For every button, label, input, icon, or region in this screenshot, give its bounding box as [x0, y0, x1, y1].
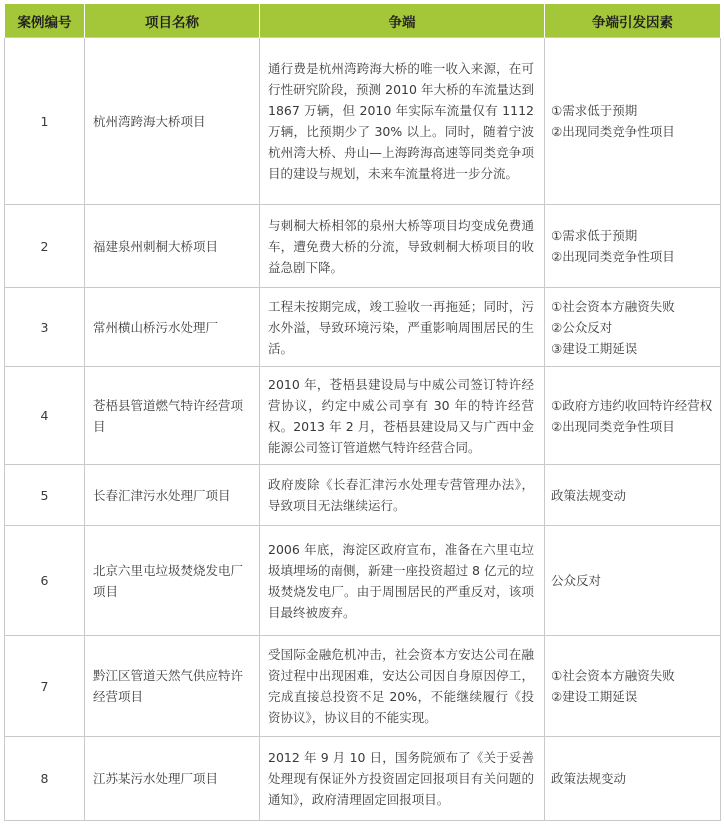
factor-item: ③建设工期延误 [551, 340, 638, 356]
factor-item: ①政府方违约收回特许经营权 [551, 397, 713, 413]
dispute-text: 2010 年，苍梧县建设局与中威公司签订特许经营协议，约定中威公司享有 30 年的特许经营权。2013 年 2 月，苍梧县建设局又与广西中金能源公司签订管道燃气特许经营合同。 [260, 367, 545, 465]
dispute-table [4, 4, 721, 821]
dispute-text: 工程未按期完成，竣工验收一再拖延；同时，污水外溢，导致环境污染，严重影响周围居民的生活。 [260, 288, 545, 367]
case-id: 3 [5, 288, 85, 367]
table-row [5, 38, 721, 205]
case-id: 1 [5, 38, 85, 205]
table-row [5, 737, 721, 821]
factor-item: ②建设工期延误 [551, 689, 638, 704]
case-id: 6 [5, 526, 85, 636]
factor-item: 政策法规变动 [551, 771, 627, 786]
factors-cell [545, 465, 721, 526]
case-id: 4 [5, 367, 85, 465]
case-id: 2 [5, 205, 85, 288]
project-name: 长春汇津污水处理厂项目 [85, 465, 260, 526]
table-body [5, 38, 721, 821]
project-name: 江苏某污水处理厂项目 [85, 737, 260, 821]
factors-cell [545, 737, 721, 821]
project-name: 杭州湾跨海大桥项目 [85, 38, 260, 205]
factors-cell [545, 367, 721, 465]
table-row [5, 526, 721, 636]
table-row [5, 465, 721, 526]
factors-cell [545, 288, 721, 367]
case-id: 7 [5, 636, 85, 737]
factor-item: ①需求低于预期 [551, 103, 638, 118]
factors-cell [545, 205, 721, 288]
table-row [5, 367, 721, 465]
case-id: 8 [5, 737, 85, 821]
factor-item: 政策法规变动 [551, 487, 627, 503]
header-row [5, 4, 721, 38]
header-dispute: 争端 [260, 4, 545, 38]
header-factors: 争端引发因素 [545, 4, 721, 38]
factor-item: ①社会资本方融资失败 [551, 668, 675, 683]
table-row [5, 288, 721, 367]
dispute-text: 2006 年底，海淀区政府宣布，准备在六里屯垃圾填埋场的南侧，新建一座投资超过 8 亿元的垃圾焚烧发电厂。由于周围居民的严重反对，该项目最终被废弃。 [260, 526, 545, 636]
dispute-text: 通行费是杭州湾跨海大桥的唯一收入来源，在可行性研究阶段，预测 2010 年大桥的车流量达到 1867 万辆，但 2010 年实际车流量仅有 1112 万辆，比预期少了 30% 以上。同时，随着宁波杭州湾大桥、舟山—上海跨海高速等同类竞争项目的建设与规划，未来车流量将进一步分流。 [260, 38, 545, 205]
factor-item: ①社会资本方融资失败 [551, 298, 675, 314]
project-name: 常州横山桥污水处理厂 [85, 288, 260, 367]
header-project-name: 项目名称 [85, 4, 260, 38]
header-case-id: 案例编号 [5, 4, 85, 38]
factor-item: ②公众反对 [551, 319, 613, 335]
project-name: 北京六里屯垃圾焚烧发电厂项目 [85, 526, 260, 636]
factor-item: ①需求低于预期 [551, 228, 638, 243]
table-row [5, 636, 721, 737]
table-row [5, 205, 721, 288]
dispute-text: 政府废除《长春汇津污水处理专营管理办法》，导致项目无法继续运行。 [260, 465, 545, 526]
dispute-text: 与刺桐大桥相邻的泉州大桥等项目均变成免费通车，遭免费大桥的分流，导致刺桐大桥项目的收益急剧下降。 [260, 205, 545, 288]
case-id: 5 [5, 465, 85, 526]
dispute-text: 2012 年 9 月 10 日，国务院颁布了《关于妥善处理现有保证外方投资固定回报项目有关问题的通知》，政府清理固定回报项目。 [260, 737, 545, 821]
factor-item: ②出现同类竞争性项目 [551, 124, 675, 139]
project-name: 苍梧县管道燃气特许经营项目 [85, 367, 260, 465]
project-name: 福建泉州刺桐大桥项目 [85, 205, 260, 288]
table-header [5, 4, 721, 38]
dispute-text: 受国际金融危机冲击，社会资本方安达公司在融资过程中出现困难，安达公司因自身原因停工，完成直接总投资不足 20%，不能继续履行《投资协议》，协议目的不能实现。 [260, 636, 545, 737]
factor-item: 公众反对 [551, 573, 602, 588]
factors-cell [545, 526, 721, 636]
factor-item: ②出现同类竞争性项目 [551, 249, 675, 264]
factors-cell [545, 636, 721, 737]
project-name: 黔江区管道天然气供应特许经营项目 [85, 636, 260, 737]
factor-item: ②出现同类竞争性项目 [551, 418, 675, 434]
factors-cell [545, 38, 721, 205]
